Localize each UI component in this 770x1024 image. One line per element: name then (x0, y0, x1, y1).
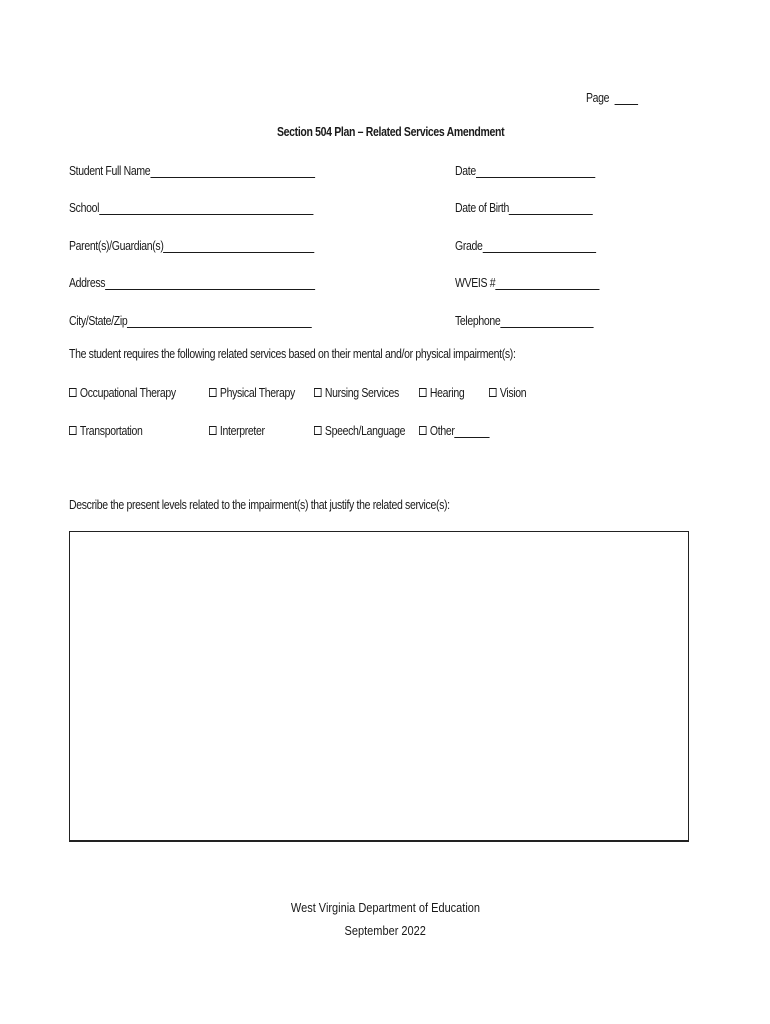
vision-label: Vision (499, 386, 527, 400)
dob-label: Date of Birth (455, 201, 509, 215)
interpreter-label: Interpreter (219, 424, 265, 438)
speech-language-option[interactable] (314, 423, 405, 439)
telephone-label: Telephone (455, 314, 501, 328)
grade-row (455, 235, 596, 253)
footer-date (0, 922, 770, 940)
city-input[interactable] (127, 313, 312, 328)
interpreter-checkbox[interactable] (209, 426, 217, 435)
other-checkbox[interactable] (419, 426, 427, 435)
nursing-services-label: Nursing Services (324, 386, 399, 400)
transportation-label: Transportation (79, 424, 143, 438)
address-row (69, 272, 315, 290)
student-name-input[interactable] (150, 163, 315, 178)
page-number-input[interactable] (614, 90, 638, 105)
page-number-field (586, 90, 638, 105)
wveis-input[interactable] (495, 275, 599, 290)
hearing-option[interactable] (419, 385, 464, 401)
physical-therapy-option[interactable] (209, 385, 295, 401)
guardian-row (69, 235, 315, 253)
hearing-label: Hearing (429, 386, 465, 400)
nursing-services-option[interactable] (314, 385, 399, 401)
grade-input[interactable] (483, 238, 596, 253)
dob-input[interactable] (509, 200, 593, 215)
footer-date-text: September 2022 (344, 924, 426, 938)
occupational-therapy-option[interactable] (69, 385, 176, 401)
physical-therapy-checkbox[interactable] (209, 388, 217, 397)
telephone-input[interactable] (500, 313, 593, 328)
wveis-label: WVEIS # (455, 276, 496, 290)
footer-organization-text: West Virginia Department of Education (290, 901, 480, 915)
form-title: Section 504 Plan – Related Services Amendment (277, 125, 505, 139)
address-input[interactable] (105, 275, 315, 290)
speech-language-label: Speech/Language (324, 424, 406, 438)
wveis-row (455, 272, 599, 290)
occupational-therapy-label: Occupational Therapy (79, 386, 176, 400)
city-label: City/State/Zip (69, 314, 128, 328)
guardian-label: Parent(s)/Guardian(s) (69, 239, 164, 253)
transportation-option[interactable] (69, 423, 143, 439)
interpreter-option[interactable] (209, 423, 265, 439)
student-name-row (69, 160, 315, 178)
grade-label: Grade (455, 239, 483, 253)
description-prompt: Describe the present levels related to the impairment(s) that justify the related service(s): (69, 498, 450, 512)
speech-language-checkbox[interactable] (314, 426, 322, 435)
hearing-checkbox[interactable] (419, 388, 427, 397)
telephone-row (455, 310, 594, 328)
school-label: School (69, 201, 100, 215)
footer-organization (0, 899, 770, 917)
description-textbox[interactable] (69, 531, 689, 842)
other-input[interactable] (455, 425, 490, 438)
other-label: Other (429, 424, 455, 438)
date-label: Date (455, 164, 476, 178)
occupational-therapy-checkbox[interactable] (69, 388, 77, 397)
vision-checkbox[interactable] (489, 388, 497, 397)
school-row (69, 197, 313, 215)
page-label: Page (586, 91, 610, 105)
city-row (69, 310, 312, 328)
school-input[interactable] (99, 200, 313, 215)
nursing-services-checkbox[interactable] (314, 388, 322, 397)
student-name-label: Student Full Name (69, 164, 151, 178)
physical-therapy-label: Physical Therapy (219, 386, 295, 400)
date-row (455, 160, 595, 178)
services-prompt: The student requires the following related services based on their mental and/or physical impairment(s): (69, 347, 516, 361)
address-label: Address (69, 276, 106, 290)
transportation-checkbox[interactable] (69, 426, 77, 435)
other-option[interactable] (419, 423, 490, 439)
guardian-input[interactable] (163, 238, 314, 253)
dob-row (455, 197, 593, 215)
date-input[interactable] (476, 163, 595, 178)
vision-option[interactable] (489, 385, 526, 401)
